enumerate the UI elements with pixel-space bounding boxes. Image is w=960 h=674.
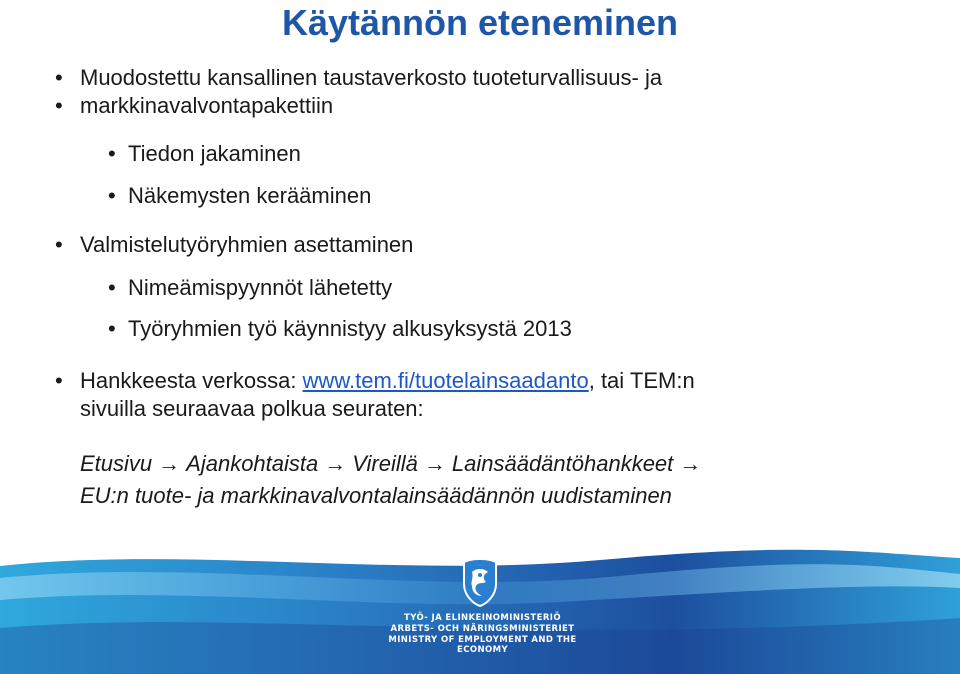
bullet-2-text: • Valmistelutyöryhmien asettaminen [80,231,940,259]
arrow-icon: → [423,451,446,476]
ministry-name-fi: TYÖ- JA ELINKEINOMINISTERIÖ [404,613,561,623]
path-step-1: Etusivu [80,451,153,476]
ministry-name-sv: ARBETS- OCH NÄRINGSMINISTERIET [390,624,575,634]
bullet-3-suffix: , tai TEM:n [588,368,695,393]
ministry-lion-logo-icon [458,558,502,608]
bullet-3-line-1 [80,367,940,395]
sub-bullet-1-1: • Tiedon jakaminen [128,140,928,168]
bullet-3-line-2: sivuilla seuraavaa polkua seuraten: [80,396,424,421]
bullet-1-line-1: • Muodostettu kansallinen taustaverkosto tuoteturvallisuus- ja [80,64,940,92]
tem-link[interactable]: www.tem.fi/tuotelainsaadanto [302,368,589,393]
bullet-1-line-2 [80,92,940,120]
path-step-3: Vireillä [352,451,418,476]
sub-bullet-2-1: • Nimeämispyynnöt lähetetty [128,274,928,302]
arrow-icon: → [158,451,181,476]
navigation-path [80,448,940,480]
ministry-name-en: MINISTRY OF EMPLOYMENT AND THE ECONOMY [388,635,577,655]
path-step-2: Ajankohtaista [186,451,319,476]
arrow-icon: → [324,451,347,476]
arrow-icon: → [679,451,702,476]
sub-bullet-2-2: • Työryhmien työ käynnistyy alkusyksystä 2013 [128,315,928,343]
path-last-step: EU:n tuote- ja markkinavalvontalainsäädännön uudistaminen [80,483,672,508]
bullet-3-prefix: Hankkeesta verkossa: [80,368,303,393]
sub-bullet-1-2: • Näkemysten kerääminen [128,182,928,210]
bullet-1-line-2-text: markkinavalvontapakettiin [80,93,334,118]
path-step-4: Lainsäädäntöhankkeet [451,451,674,476]
page-title: Käytännön eteneminen [281,2,679,43]
